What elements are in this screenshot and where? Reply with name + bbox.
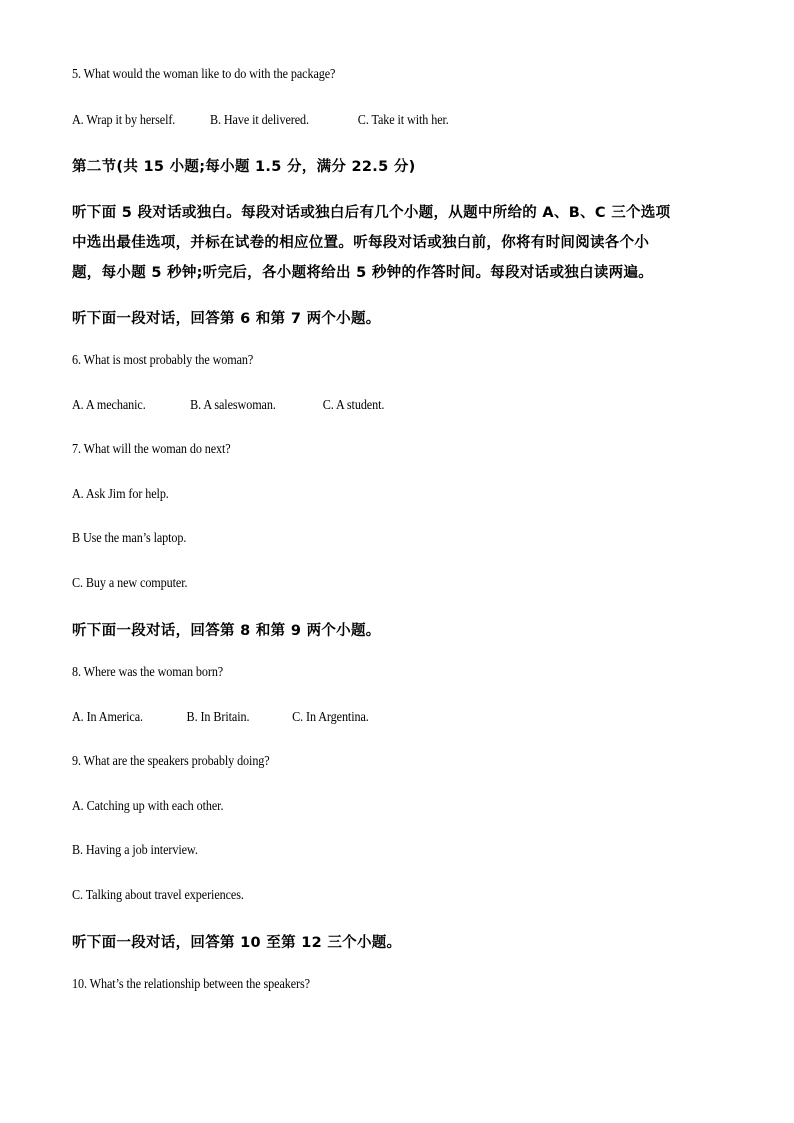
question-7-option-b: B Use the man’s laptop.	[72, 530, 187, 545]
question-9-option-a: A. Catching up with each other.	[72, 798, 224, 813]
question-7: 7. What will the woman do next?	[72, 441, 231, 456]
option-a: A. Wrap it by herself.	[72, 112, 176, 127]
question-8: 8. Where was the woman born?	[72, 664, 224, 679]
question-5: 5. What would the woman like to do with the package?	[72, 66, 336, 81]
dialog-prompt-2: 听下面一段对话，回答第 8 和第 9 两个小题。	[72, 623, 381, 639]
option-a: A. In America.	[72, 709, 143, 724]
question-9-option-b: B. Having a job interview.	[72, 842, 198, 857]
option-c: C. Take it with her.	[357, 112, 449, 127]
dialog-prompt-3: 听下面一段对话，回答第 10 至第 12 三个小题。	[72, 935, 402, 951]
instructions-line-1: 听下面 5 段对话或独白。每段对话或独白后有几个小题，从题中所给的 A、B、C 三个选项	[72, 205, 671, 221]
question-9: 9. What are the speakers probably doing?	[72, 753, 270, 768]
question-9-option-c: C. Talking about travel experiences.	[72, 887, 244, 902]
dialog-prompt-1: 听下面一段对话，回答第 6 和第 7 两个小题。	[72, 311, 381, 327]
option-b: B. Have it delivered.	[209, 112, 309, 127]
question-7-option-a: A. Ask Jim for help.	[72, 486, 169, 501]
question-5-options	[72, 112, 449, 128]
instructions-line-3: 题，每小题 5 秒钟;听完后，各小题将给出 5 秒钟的作答时间。每段对话或独白读两遍。	[72, 265, 654, 281]
section-heading: 第二节(共 15 小题;每小题 1.5 分，满分 22.5 分)	[72, 159, 416, 175]
question-6: 6. What is most probably the woman?	[72, 352, 254, 367]
option-c: C. In Argentina.	[292, 709, 369, 724]
question-7-option-c: C. Buy a new computer.	[72, 575, 188, 590]
question-10: 10. What’s the relationship between the speakers?	[72, 976, 310, 991]
instructions-line-2: 中选出最佳选项，并标在试卷的相应位置。听每段对话或独白前，你将有时间阅读各个小	[72, 235, 650, 251]
option-b: B. In Britain.	[186, 709, 250, 724]
question-6-options	[72, 397, 384, 413]
option-b: B. A saleswoman.	[190, 397, 276, 412]
option-a: A. A mechanic.	[72, 397, 146, 412]
option-c: C. A student.	[322, 397, 385, 412]
question-8-options	[72, 709, 369, 725]
